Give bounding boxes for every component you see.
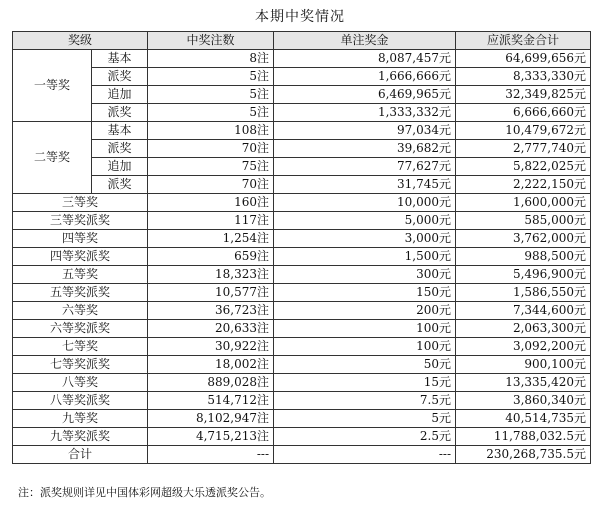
table-row	[13, 248, 591, 266]
prize-level: 八等奖派奖	[13, 392, 148, 410]
prize-table	[12, 31, 591, 464]
table-row	[13, 212, 591, 230]
prize-level: 七等奖	[13, 338, 148, 356]
table-row	[13, 68, 591, 86]
prize-level: 六等奖	[13, 302, 148, 320]
total-unit: ---	[274, 446, 456, 464]
unit-prize: 5,000元	[274, 212, 456, 230]
winner-count: 4,715,213注	[148, 428, 274, 446]
winner-count: 514,712注	[148, 392, 274, 410]
total-prize: 11,788,032.5元	[456, 428, 591, 446]
unit-prize: 10,000元	[274, 194, 456, 212]
sub-level: 基本	[92, 122, 148, 140]
winner-count: 5注	[148, 104, 274, 122]
table-row	[13, 284, 591, 302]
total-prize: 5,496,900元	[456, 266, 591, 284]
table-row	[13, 320, 591, 338]
winner-count: 160注	[148, 194, 274, 212]
table-row	[13, 122, 591, 140]
other-prize-rows	[13, 194, 591, 446]
sub-level: 派奖	[92, 104, 148, 122]
table-row	[13, 50, 591, 68]
table-row	[13, 374, 591, 392]
total-prize: 900,100元	[456, 356, 591, 374]
prize-level: 六等奖派奖	[13, 320, 148, 338]
winner-count: 18,002注	[148, 356, 274, 374]
table-row	[13, 410, 591, 428]
sub-level: 追加	[92, 86, 148, 104]
unit-prize: 5元	[274, 410, 456, 428]
unit-prize: 77,627元	[274, 158, 456, 176]
total-prize: 988,500元	[456, 248, 591, 266]
unit-prize: 100元	[274, 338, 456, 356]
table-row	[13, 428, 591, 446]
unit-prize: 39,682元	[274, 140, 456, 158]
total-prize: 3,762,000元	[456, 230, 591, 248]
winner-count: 70注	[148, 176, 274, 194]
second-prize-label: 二等奖	[13, 122, 92, 194]
sub-level: 派奖	[92, 140, 148, 158]
unit-prize: 15元	[274, 374, 456, 392]
total-prize: 2,777,740元	[456, 140, 591, 158]
prize-level: 九等奖	[13, 410, 148, 428]
winner-count: 8,102,947注	[148, 410, 274, 428]
total-prize: 585,000元	[456, 212, 591, 230]
total-prize: 5,822,025元	[456, 158, 591, 176]
prize-level: 八等奖	[13, 374, 148, 392]
unit-prize: 50元	[274, 356, 456, 374]
winner-count: 20,633注	[148, 320, 274, 338]
total-prize: 8,333,330元	[456, 68, 591, 86]
prize-level: 三等奖	[13, 194, 148, 212]
winner-count: 5注	[148, 68, 274, 86]
table-row	[13, 338, 591, 356]
winner-count: 70注	[148, 140, 274, 158]
winner-count: 889,028注	[148, 374, 274, 392]
winner-count: 75注	[148, 158, 274, 176]
total-prize: 13,335,420元	[456, 374, 591, 392]
unit-prize: 300元	[274, 266, 456, 284]
table-row	[13, 302, 591, 320]
first-prize-label: 一等奖	[13, 50, 92, 122]
winner-count: 659注	[148, 248, 274, 266]
winner-count: 1,254注	[148, 230, 274, 248]
table-row	[13, 194, 591, 212]
header-winners: 中奖注数	[148, 32, 274, 50]
winner-count: 8注	[148, 50, 274, 68]
winner-count: 30,922注	[148, 338, 274, 356]
unit-prize: 1,500元	[274, 248, 456, 266]
table-row	[13, 392, 591, 410]
total-prize: 3,092,200元	[456, 338, 591, 356]
total-prize: 1,586,550元	[456, 284, 591, 302]
unit-prize: 150元	[274, 284, 456, 302]
prize-level: 四等奖	[13, 230, 148, 248]
total-prize: 2,222,150元	[456, 176, 591, 194]
header-level: 奖级	[13, 32, 148, 50]
table-row	[13, 140, 591, 158]
total-count: ---	[148, 446, 274, 464]
prize-level: 三等奖派奖	[13, 212, 148, 230]
total-prize: 7,344,600元	[456, 302, 591, 320]
unit-prize: 8,087,457元	[274, 50, 456, 68]
table-row	[13, 86, 591, 104]
unit-prize: 3,000元	[274, 230, 456, 248]
total-prize: 40,514,735元	[456, 410, 591, 428]
unit-prize: 100元	[274, 320, 456, 338]
unit-prize: 200元	[274, 302, 456, 320]
total-row	[13, 446, 591, 464]
unit-prize: 31,745元	[274, 176, 456, 194]
winner-count: 5注	[148, 86, 274, 104]
total-prize: 6,666,660元	[456, 104, 591, 122]
total-prize: 10,479,672元	[456, 122, 591, 140]
prize-level: 五等奖派奖	[13, 284, 148, 302]
total-label: 合计	[13, 446, 148, 464]
prize-level: 四等奖派奖	[13, 248, 148, 266]
total-prize: 2,063,300元	[456, 320, 591, 338]
total-prize: 64,699,656元	[456, 50, 591, 68]
prize-level: 五等奖	[13, 266, 148, 284]
unit-prize: 1,333,332元	[274, 104, 456, 122]
winner-count: 108注	[148, 122, 274, 140]
sub-level: 追加	[92, 158, 148, 176]
header-row	[13, 32, 591, 50]
grand-total: 230,268,735.5元	[456, 446, 591, 464]
unit-prize: 97,034元	[274, 122, 456, 140]
winner-count: 117注	[148, 212, 274, 230]
sub-level: 基本	[92, 50, 148, 68]
unit-prize: 1,666,666元	[274, 68, 456, 86]
sub-level: 派奖	[92, 176, 148, 194]
header-unit-prize: 单注奖金	[274, 32, 456, 50]
prize-level: 九等奖派奖	[13, 428, 148, 446]
total-prize: 32,349,825元	[456, 86, 591, 104]
total-prize: 3,860,340元	[456, 392, 591, 410]
prize-level: 七等奖派奖	[13, 356, 148, 374]
header-total-prize: 应派奖金合计	[456, 32, 591, 50]
winner-count: 36,723注	[148, 302, 274, 320]
table-row	[13, 356, 591, 374]
unit-prize: 7.5元	[274, 392, 456, 410]
unit-prize: 6,469,965元	[274, 86, 456, 104]
table-row	[13, 104, 591, 122]
table-row	[13, 266, 591, 284]
table-row	[13, 230, 591, 248]
total-prize: 1,600,000元	[456, 194, 591, 212]
unit-prize: 2.5元	[274, 428, 456, 446]
footnote: 注：派奖规则详见中国体彩网超级大乐透派奖公告。	[18, 486, 271, 499]
table-row	[13, 158, 591, 176]
winner-count: 10,577注	[148, 284, 274, 302]
table-row	[13, 176, 591, 194]
page-title: 本期中奖情况	[255, 9, 345, 25]
winner-count: 18,323注	[148, 266, 274, 284]
sub-level: 派奖	[92, 68, 148, 86]
